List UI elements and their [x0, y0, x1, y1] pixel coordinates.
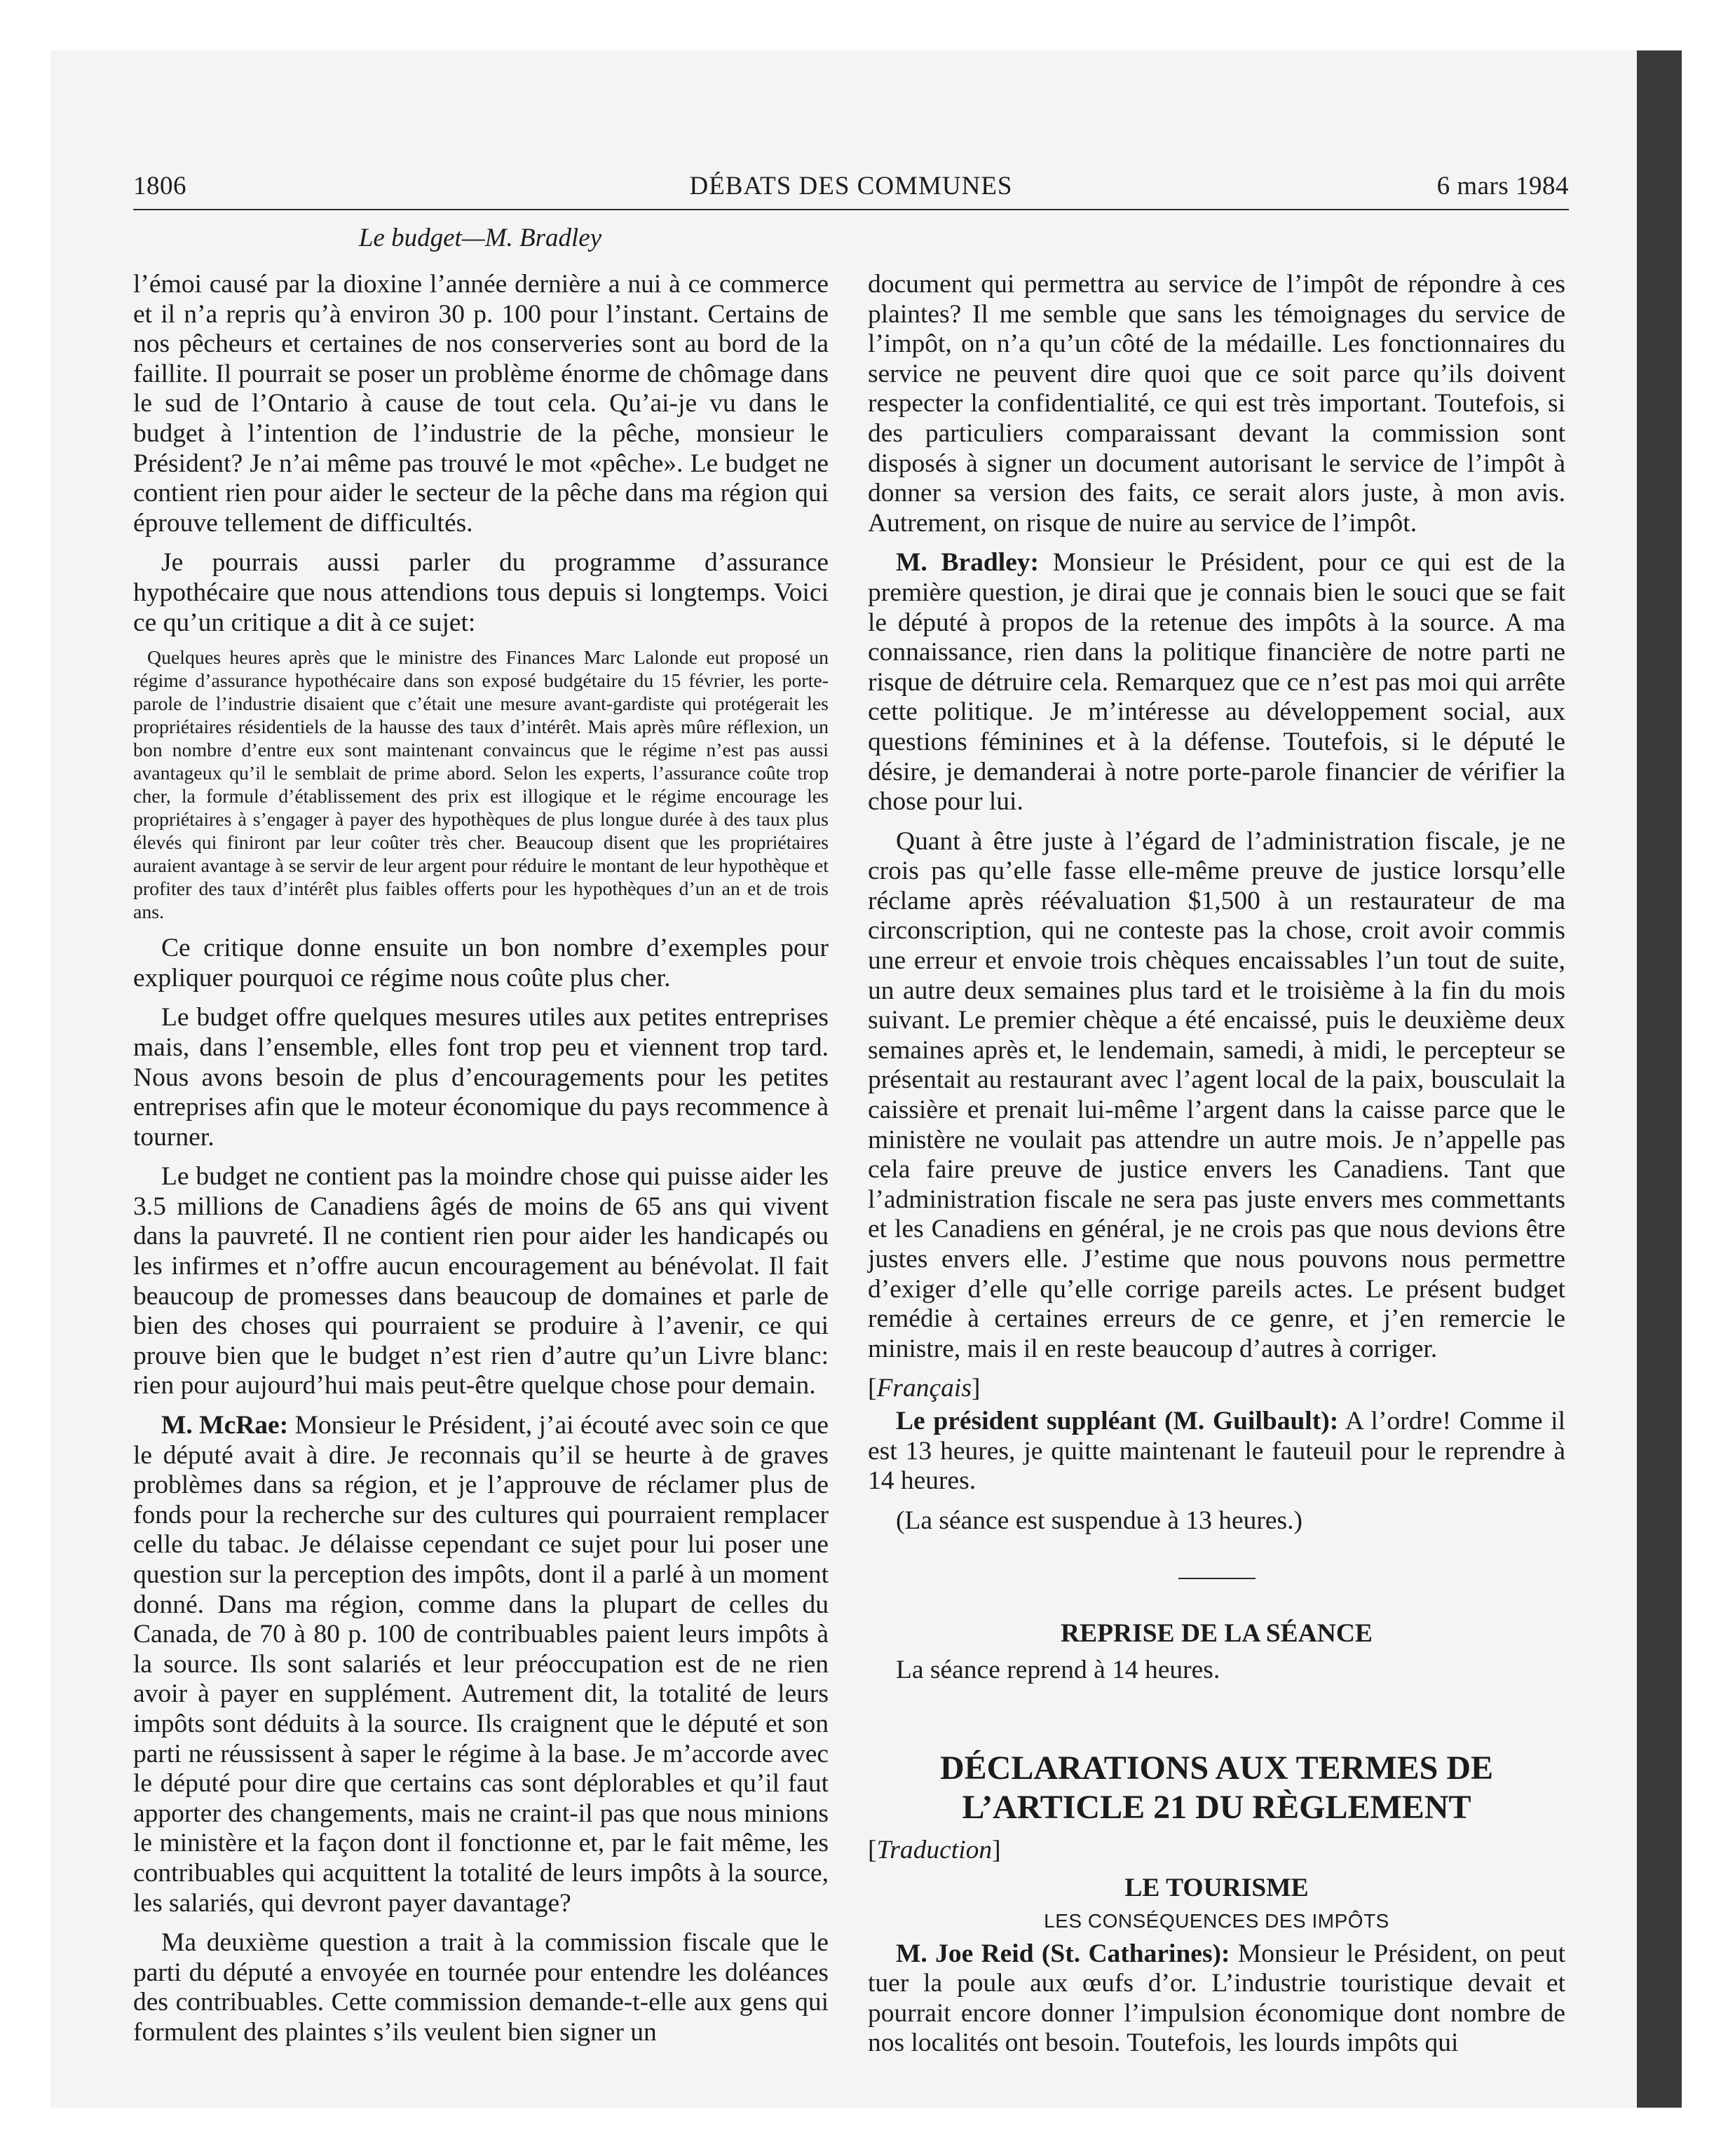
speech-paragraph: [868, 1939, 1565, 2059]
paragraph: La séance reprend à 14 heures.: [896, 1656, 1220, 1685]
paragraph: Je pourrais aussi parler du programme d’assurance hypothécaire que nous attendions tous depuis si longtemps. Voici ce qu’un critique a dit à ce sujet:: [133, 548, 829, 637]
language-label: Traduction: [876, 1835, 993, 1864]
speech-paragraph: [868, 1407, 1565, 1496]
major-heading-line: L’ARTICLE 21 DU RÈGLEMENT: [962, 1788, 1471, 1826]
speaker-name: M. Bradley:: [896, 548, 1040, 578]
paragraph: Le budget offre quelques mesures utiles aux petites entreprises mais, dans l’ensemble, elles font trop peu et viennent trop tard. Nous avons besoin de plus d’encouragements pour les petites entreprises afin que le moteur économique du pays recommence à tourner.: [133, 1003, 829, 1152]
paragraph: document qui permettra au service de l’impôt de répondre à ces plaintes? Il me semble que sans les témoignages du service de l’impôt, on n’a qu’un côté de la médaille. Les fonctionnaires du service ne peuvent dire quoi que ce soit parce qu’ils doivent respecter la confidentialité, ce qui est très important. Toutefois, si des particuliers comparaissant devant la commission sont disposés à signer un document autorisant le service de l’impôt à donner sa version des faits, ce serait alors juste, à mon avis. Autrement, on risque de nuire au service de l’impôt.: [868, 270, 1565, 538]
speech-text: A l’ordre! Comme il est 13 heures, je quitte maintenant le fauteuil pour le reprendre à 14 heures.: [868, 1406, 1566, 1496]
topic-subheading: LES CONSÉQUENCES DES IMPÔTS: [1044, 1909, 1389, 1932]
paragraph: Ma deuxième question a trait à la commission fiscale que le parti du député a envoyée en tournée pour entendre les doléances des contribuables. Cette commission demande-t-elle aux gens qui formulent des plaintes s’ils veulent bien signer un: [133, 1928, 829, 2047]
major-heading: [868, 1749, 1565, 1827]
topic-heading: LE TOURISME: [1124, 1873, 1309, 1902]
speech-paragraph: [133, 1411, 829, 1918]
speaker-name: M. Joe Reid (St. Catharines):: [896, 1939, 1230, 1968]
speaker-name: Le président suppléant (M. Guilbault):: [896, 1406, 1339, 1435]
right-column: [868, 270, 1565, 2059]
paragraph: Quant à être juste à l’égard de l’administration fiscale, je ne crois pas qu’elle fasse elle-même preuve de justice lorsqu’elle réclame après réévaluation $1,500 à un restaurateur de ma circonscription, qui ne conteste pas la chose, croit avoir commis une erreur et envoie trois chèques encaissables l’un tout de suite, un autre deux semaines plus tard et le troisième à la fin du mois suivant. Le premier chèque a été encaissé, puis le deuxième deux semaines après et, le lendemain, samedi, à midi, le percepteur se présentait au restaurant avec l’agent local de la paix, bousculait la caissière et prenait lui-même l’argent dans la caisse parce que le ministère ne voulait pas attendre un autre mois. Je n’appelle pas cela faire preuve de justice envers les Canadiens. Tant que l’administration fiscale ne sera pas juste envers mes commettants et les Canadiens en général, je ne crois pas que nous devions être justes envers elle. J’estime que nous pouvons nous permettre d’exiger d’elle qu’elle corrige pareils actes. Le présent budget remédie à certaines erreurs de ce genre, et j’en remercie le ministre, mais il en reste beaucoup d’autres à corriger.: [868, 826, 1565, 1363]
page-number: 1806: [133, 172, 186, 200]
speech-paragraph: [868, 548, 1565, 817]
major-heading-line: DÉCLARATIONS AUX TERMES DE: [939, 1749, 1494, 1787]
language-tag: [Français]: [868, 1374, 981, 1403]
section-subheading: Le budget—M. Bradley: [358, 224, 602, 252]
speech-text: Monsieur le Président, on peut tuer la poule aux œufs d’or. L’industrie touristique devait et pourrait encore donner l’impulsion économique dont nombre de nos localités ont besoin. Toutefois, les lourds impôts qui: [868, 1939, 1565, 2058]
section-divider: [1178, 1578, 1256, 1579]
paragraph: Ce critique donne ensuite un bon nombre d’exemples pour expliquer pourquoi ce régime nous coûte plus cher.: [133, 934, 829, 992]
speech-text: Monsieur le Président, pour ce qui est de la première question, je dirai que je connais bien le souci que se fait le député à propos de la retenue des impôts à la source. A ma connaissance, rien dans la politique financière de notre parti ne risque de détruire cela. Remarquez que ce n’est pas moi qui arrête cette politique. Je m’intéresse au développement social, aux questions féminines et à la défense. Toutefois, si le député le désire, je demanderai à notre porte-parole financier de vérifier la chose pour lui.: [868, 548, 1565, 817]
section-heading: REPRISE DE LA SÉANCE: [1061, 1619, 1373, 1649]
scan-edge-bar: [1637, 50, 1682, 2108]
paragraph: Le budget ne contient pas la moindre chose qui puisse aider les 3.5 millions de Canadiens âgés de moins de 65 ans qui vivent dans la pauvreté. Il ne contient rien pour aider les handicapés ou les infirmes et n’offre aucun encouragement au bénévolat. Il fait beaucoup de promesses dans beaucoup de domaines et parle de bien des choses qui pourraient se produire à l’avenir, ce qui prouve bien que le budget n’est rien d’autre qu’un Livre blanc: rien pour aujourd’hui mais peut-être quelque chose pour demain.: [133, 1162, 829, 1400]
journal-title: DÉBATS DES COMMUNES: [689, 172, 1013, 200]
issue-date: 6 mars 1984: [1436, 172, 1569, 200]
procedural-note: (La séance est suspendue à 13 heures.): [896, 1506, 1302, 1535]
language-label: Français: [876, 1374, 972, 1403]
paragraph: l’émoi causé par la dioxine l’année dernière a nui à ce commerce et il n’a repris qu’à environ 30 p. 100 pour l’instant. Certains de nos pêcheurs et certaines de nos conserveries sont au bord de la faillite. Il pourrait se poser un problème énorme de chômage dans le sud de l’Ontario à cause de tout cela. Qu’ai-je vu dans le budget à l’intention de l’industrie de la pêche, monsieur le Président? Je n’ai même pas trouvé le mot «pêche». Le budget ne contient rien pour aider le secteur de la pêche dans ma région qui éprouve tellement de difficultés.: [133, 270, 829, 538]
left-column: [133, 270, 829, 2048]
speaker-name: M. McRae:: [161, 1411, 289, 1440]
speech-text: Monsieur le Président, j’ai écouté avec soin ce que le député avait à dire. Je reconnais qu’il se heurte à de graves problèmes dans sa région, et je l’approuve de réclamer plus de fonds pour la recherche sur des cultures qui pourraient remplacer celle du tabac. Je délaisse cependant ce sujet pour lui poser une question sur la perception des impôts, dont il a parlé à un moment donné. Dans ma région, comme dans la plupart de celles du Canada, de 70 à 80 p. 100 de contribuables paient leurs impôts à la source. Ils sont salariés et leur préoccupation est de ne rien avoir à payer en supplément. Autrement dit, la totalité de leurs impôts sont déduits à la source. Ils craignent que le député et son parti ne réussissent à saper le régime à la base. Je m’accorde avec le député pour dire que certains cas sont déplorables et qu’il faut apporter des changements, mais ne craint-il pas que nous minions le ministère et la façon dont il fonctionne et, par le fait même, les contribuables qui acquittent la totalité de leurs impôts à la source, les salariés, qui devront payer davantage?: [133, 1411, 829, 1918]
running-head: [133, 171, 1569, 210]
block-quote: Quelques heures après que le ministre des Finances Marc Lalonde eut proposé un régime d’assurance hypothécaire dans son exposé budgétaire du 15 février, les porte-parole de l’industrie disaient que c’était une mesure avant-gardiste qui protégerait les propriétaires résidentiels de la hausse des taux d’intérêt. Mais après mûre réflexion, un bon nombre d’entre eux sont maintenant convaincus que le régime n’est pas aussi avantageux qu’il le semblait de prime abord. Selon les experts, l’assurance coûte trop cher, la formule d’établissement des prix est illogique et le régime encourage les propriétaires à s’engager à payer des hypothèques de plus longue durée à des taux plus élevés qui finiront par leur coûter très cher. Beaucoup disent que les propriétaires auraient avantage à se servir de leur argent pour réduire le montant de leur hypothèque et profiter des taux d’intérêt plus faibles offerts pour les hypothèques d’un an et de trois ans.: [133, 647, 829, 924]
language-tag: [Traduction]: [868, 1835, 1001, 1864]
